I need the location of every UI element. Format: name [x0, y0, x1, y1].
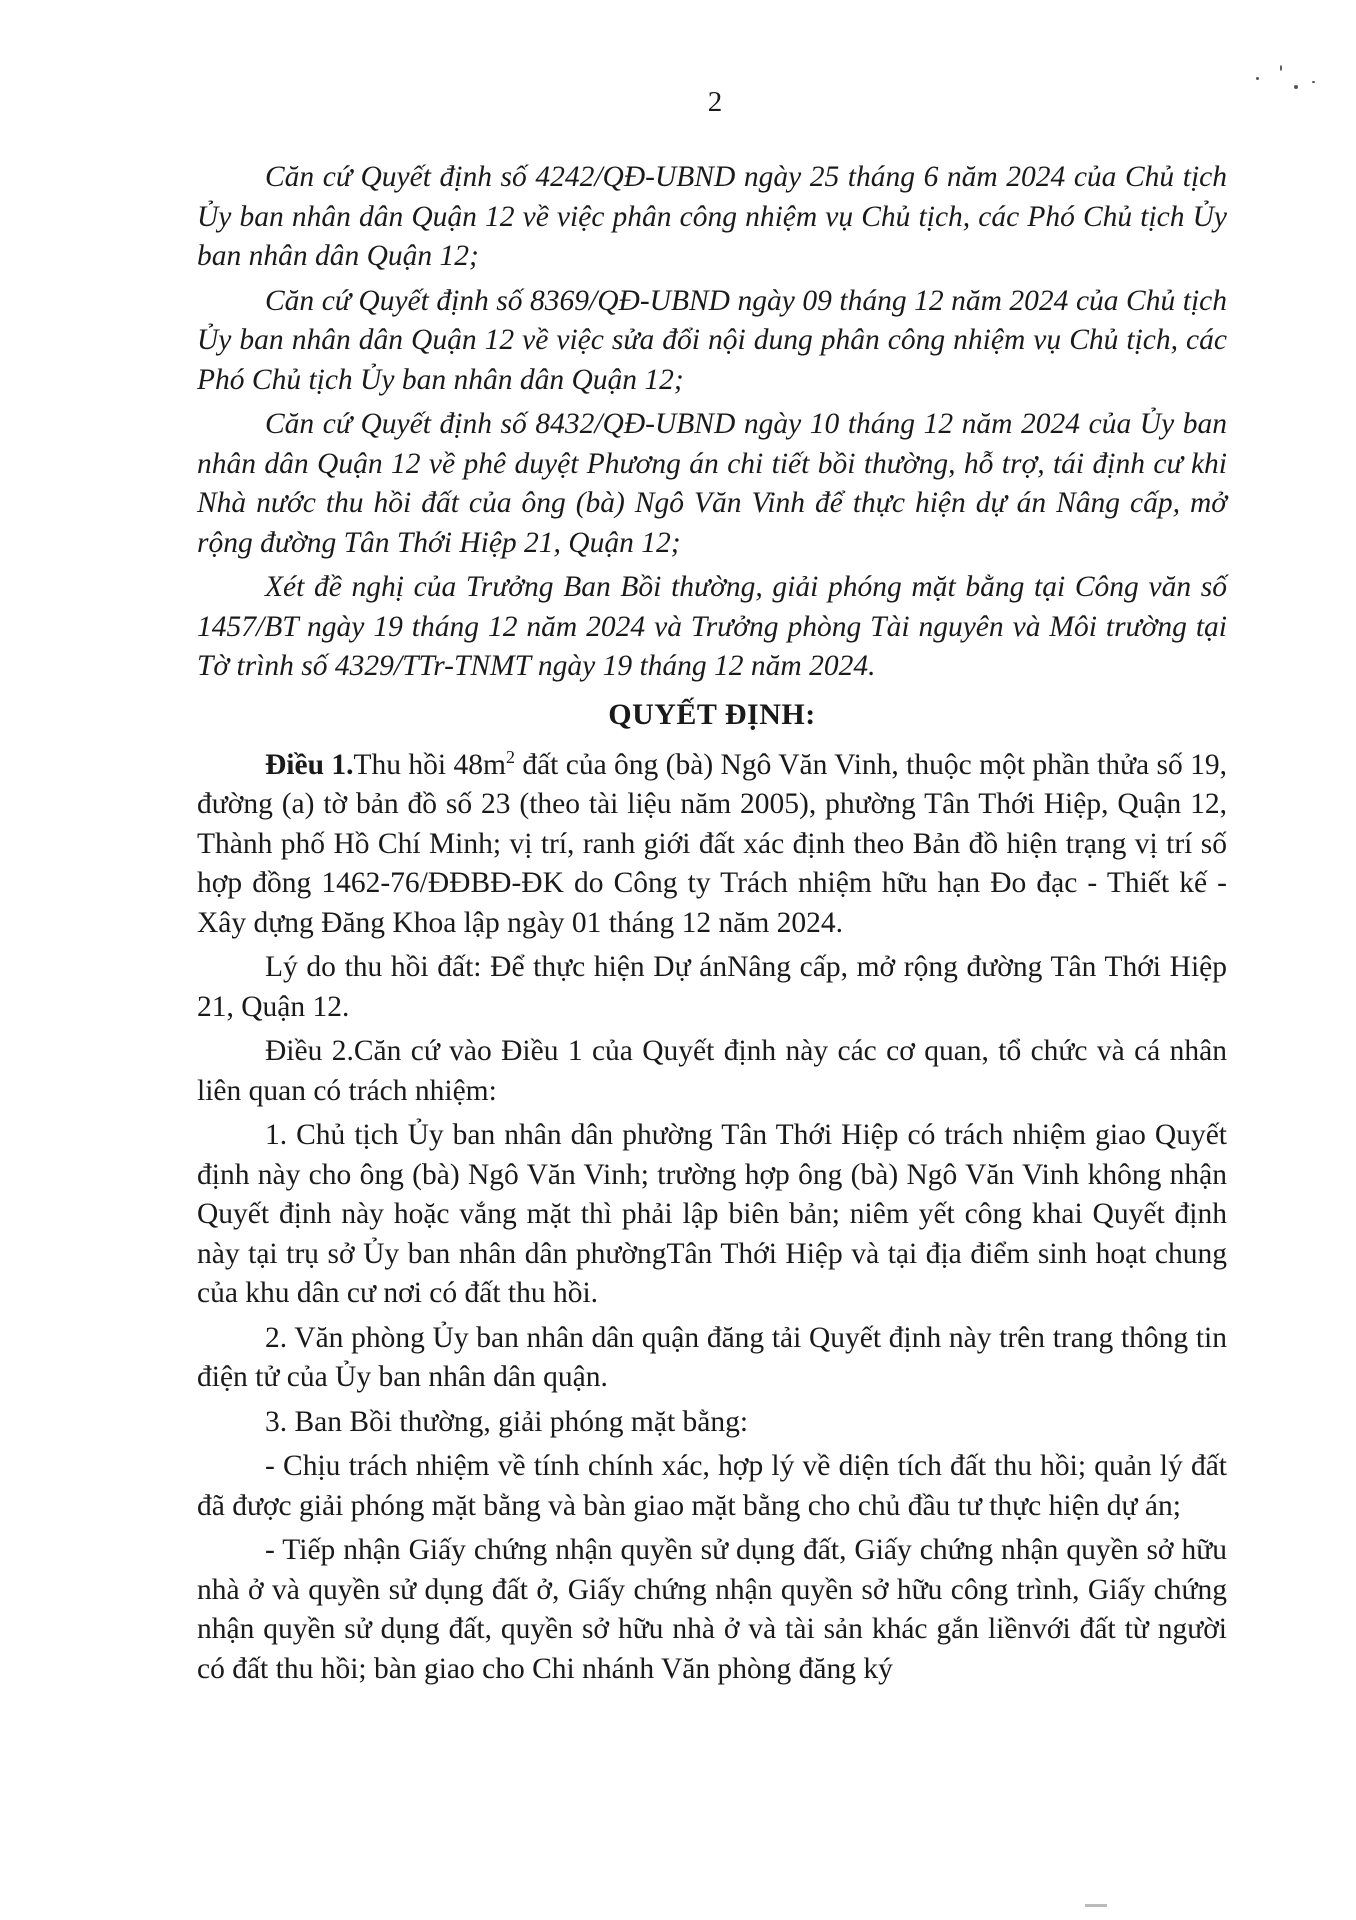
item-3-paragraph: 3. Ban Bồi thường, giải phóng mặt bằng: [265, 1405, 749, 1438]
reason-paragraph: Lý do thu hồi đất: Để thực hiện Dự ánNâng cấp, mở rộng đường Tân Thới Hiệp 21, Quận 12. [197, 951, 1227, 1023]
duty-bullet-paragraph: - Chịu trách nhiệm về tính chính xác, hợp lý về diện tích đất thu hồi; quản lý đất đã được giải phóng mặt bằng và bàn giao mặt bằng cho chủ đầu tư thực hiện dự án; [197, 1450, 1227, 1522]
article-1-text-rest: đất của ông (bà) Ngô Văn Vinh, thuộc một phần thửa số 19, đường (a) tờ bản đồ số 23 (theo tài liệu năm 2005), phường Tân Thới Hiệp, Quận 12, Thành phố Hồ Chí Minh; vị trí, ranh giới đất xác định theo Bản đồ hiện trạng vị trí số hợp đồng 1462-76/ĐĐBĐ-ĐK do Công ty Trách nhiệm hữu hạn Đo đạc - Thiết kế - Xây dựng Đăng Khoa lập ngày 01 tháng 12 năm 2024. [197, 748, 1227, 939]
area-unit-superscript: 2 [505, 747, 515, 767]
legal-basis-paragraph: Căn cứ Quyết định số 4242/QĐ-UBND ngày 25 tháng 6 năm 2024 của Chủ tịch Ủy ban nhân dân Quận 12 về việc phân công nhiệm vụ Chủ tịch, các Phó Chủ tịch Ủy ban nhân dân Quận 12; [197, 161, 1227, 272]
item-2-paragraph: 2. Văn phòng Ủy ban nhân dân quận đăng tải Quyết định này trên trang thông tin điện tử của Ủy ban nhân dân quận. [197, 1321, 1227, 1394]
decision-body [197, 158, 1227, 1694]
decision-heading: QUYẾT ĐỊNH: [608, 697, 816, 731]
legal-basis-paragraph: Căn cứ Quyết định số 8369/QĐ-UBND ngày 09 tháng 12 năm 2024 của Chủ tịch Ủy ban nhân dân Quận 12 về việc sửa đổi nội dung phân công nhiệm vụ Chủ tịch, các Phó Chủ tịch Ủy ban nhân dân Quận 12; [197, 284, 1227, 396]
item-1-paragraph: 1. Chủ tịch Ủy ban nhân dân phường Tân Thới Hiệp có trách nhiệm giao Quyết định này cho ông (bà) Ngô Văn Vinh; trường hợp ông (bà) Ngô Văn Vinh không nhận Quyết định này hoặc vắng mặt thì phải lập biên bản; niêm yết công khai Quyết định này tại trụ sở Ủy ban nhân dân phườngTân Thới Hiệp và tại địa điểm sinh hoạt chung của khu dân cư nơi có đất thu hồi. [197, 1119, 1227, 1310]
article-2-paragraph: Điều 2.Căn cứ vào Điều 1 của Quyết định này các cơ quan, tổ chức và cá nhân liên quan có trách nhiệm: [197, 1035, 1227, 1107]
article-1-text-start: Thu hồi 48m [353, 748, 506, 781]
legal-basis-paragraph: Xét đề nghị của Trưởng Ban Bồi thường, giải phóng mặt bằng tại Công văn số 1457/BT ngày 19 tháng 12 năm 2024 và Trưởng phòng Tài nguyên và Môi trường tại Tờ trình số 4329/TTr-TNMT ngày 19 tháng 12 năm 2024. [197, 571, 1227, 682]
duty-bullet-paragraph: - Tiếp nhận Giấy chứng nhận quyền sử dụng đất, Giấy chứng nhận quyền sở hữu nhà ở và quyền sử dụng đất ở, Giấy chứng nhận quyền sở hữu công trình, Giấy chứng nhận quyền sử dụng đất, quyền sở hữu nhà ở và tài sản khác gắn liềnvới đất từ người có đất thu hồi; bàn giao cho Chi nhánh Văn phòng đăng ký [197, 1534, 1227, 1685]
legal-basis-paragraph: Căn cứ Quyết định số 8432/QĐ-UBND ngày 10 tháng 12 năm 2024 của Ủy ban nhân dân Quận 12 về phê duyệt Phương án chi tiết bồi thường, hỗ trợ, tái định cư khi Nhà nước thu hồi đất của ông (bà) Ngô Văn Vinh để thực hiện dự án Nâng cấp, mở rộng đường Tân Thới Hiệp 21, Quận 12; [197, 408, 1227, 559]
article-1-paragraph [197, 738, 1227, 943]
legal-basis-section [197, 158, 1227, 687]
scan-edge-mark [1085, 1904, 1107, 1907]
page-number: 2 [707, 86, 723, 118]
article-1-label: Điều 1. [265, 748, 354, 781]
